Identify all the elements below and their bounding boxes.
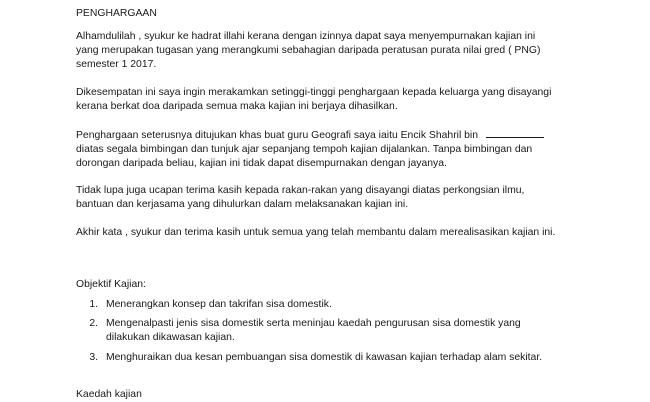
paragraph-line: Alhamdulilah , syukur ke hadrat illahi kerana dengan izinnya dapat saya menyempurnakan kajian ini [76,31,536,42]
paragraph-akhir-kata [76,226,616,240]
paragraph-line-text: Penghargaan seterusnya ditujukan khas buat guru Geografi saya iaitu Encik Shahril bin [76,130,479,141]
paragraph-line: diatas segala bimbingan dan tunjuk ajar sepanjang tempoh kajian dijalankan. Tanpa bimbingan dan [76,144,533,156]
method-title: Kaedah kajian [76,389,142,400]
objectives-list [76,298,542,370]
name-blank-line [486,128,544,138]
paragraph-guru [76,128,616,172]
list-item-line: Mengenalpasti jenis sisa domestik serta meninjau kaedah pengurusan sisa domestik yang [106,318,521,330]
paragraph-line: Dikesempatan ini saya ingin merakamkan setinggi-tinggi penghargaan kepada keluarga yang disayangi [76,87,552,98]
paragraph-line: bantuan dan kerjasama yang dihulurkan dalam melaksanakan kajian ini. [76,199,409,211]
list-item-line: Menerangkan konsep dan takrifan sisa domestik. [106,299,332,310]
list-item [76,298,542,312]
paragraph-line: Akhir kata , syukur dan terima kasih untuk semua yang telah membantu dalam merealisasikan kajian ini. [76,227,556,238]
list-item [76,351,542,365]
list-item-number: 1. [89,299,98,310]
paragraph-line [76,128,616,143]
list-item [76,317,542,345]
objectives-title: Objektif Kajian: [76,279,146,290]
paragraph-keluarga [76,86,616,114]
list-item-number: 3. [89,351,98,363]
paragraph-line: yang merupakan tugasan yang merangkumi sebahagian daripada peratusan purata nilai gred ( PNG) [76,45,541,57]
list-item-number: 2. [89,318,98,330]
paragraph-line: kerana berkat doa daripada semua maka kajian ini berjaya dihasilkan. [76,101,398,113]
paragraph-line: dorongan daripada beliau, kajian ini tidak dapat disempurnakan dengan jayanya. [76,158,447,170]
paragraph-line: Tidak lupa juga ucapan terima kasih kepada rakan-rakan yang disayangi diatas perkongsian ilmu, [76,185,525,196]
list-item-line: dilakukan dikawasan kajian. [106,332,235,344]
list-item-line: Menghuraikan dua kesan pembuangan sisa domestik di kawasan kajian terhadap alam sekitar. [106,351,543,363]
paragraph-alhamdulilah [76,30,616,73]
paragraph-rakan [76,184,616,212]
paragraph-line: semester 1 2017. [76,59,157,71]
section-heading-penghargaan: PENGHARGAAN [76,8,157,19]
